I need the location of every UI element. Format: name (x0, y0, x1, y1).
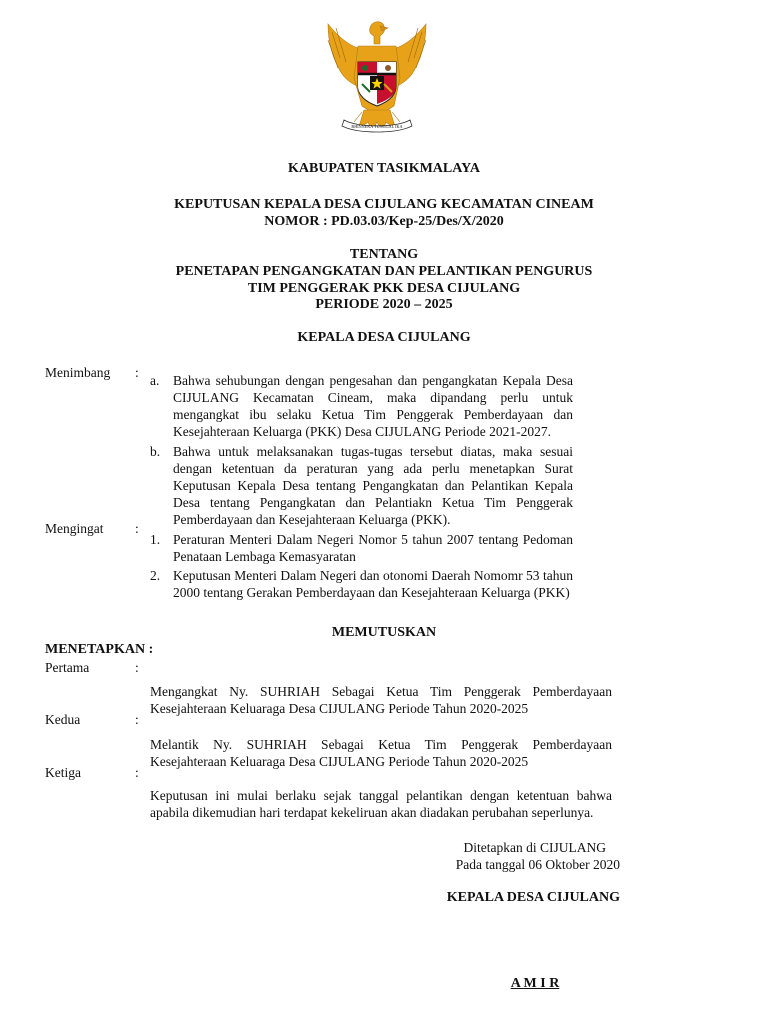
menimbang-marker-b: b. (150, 444, 161, 459)
ketiga-text: Keputusan ini mulai berlaku sejak tanggal pelantikan dengan ketentuan bahwa apabila dikemudian hari terdapat kekeliruan akan diadakan perubahan seperlunya. (150, 788, 612, 820)
kedua-colon: : (135, 712, 139, 727)
mengingat-marker-1: 1. (150, 532, 161, 547)
emblem-motto: BHINNEKA TUNGGAL IKA (351, 124, 403, 129)
signature-place: Ditetapkan di CIJULANG (463, 840, 606, 855)
pertama-text: Mengangkat Ny. SUHRIAH Sebagai Ketua Tim Penggerak Pemberdayaan Kesejahteraan Keluaraga Desa CIJULANG Periode Tahun 2020-2025 (150, 684, 612, 716)
memutuskan-heading: MEMUTUSKAN (331, 625, 437, 640)
issuer-heading: KEPALA DESA CIJULANG (297, 330, 471, 345)
kedua-label: Kedua (45, 712, 81, 727)
menimbang-colon: : (135, 365, 139, 380)
subject-line-2: TIM PENGGERAK PKK DESA CIJULANG (247, 281, 521, 296)
pertama-colon: : (135, 660, 139, 675)
menimbang-marker-a: a. (150, 373, 160, 388)
garuda-pancasila-emblem (318, 18, 436, 140)
menetapkan-label: MENETAPKAN : (45, 642, 154, 657)
signature-position: KEPALA DESA CIJULANG (446, 890, 620, 905)
subject-line-3: PERIODE 2020 – 2025 (315, 297, 453, 312)
kedua-text: Melantik Ny. SUHRIAH Sebagai Ketua Tim Penggerak Pemberdayaan Kesejahteraan Keluaraga Desa CIJULANG Periode Tahun 2020-2025 (150, 737, 612, 769)
menimbang-item-a: Bahwa sehubungan dengan pengesahan dan pengangkatan Kepala Desa CIJULANG Kecamatan Cineam, maka dipandang perlu untuk mengangkat ibu selaku Ketua Tim Penggerak Pemberdayaan dan Kesejahteraan Keluarga (PKK) Desa CIJULANG Periode 2021-2027. (173, 373, 573, 439)
ketiga-colon: : (135, 765, 139, 780)
ketiga-label: Ketiga (45, 765, 81, 780)
decree-title: KEPUTUSAN KEPALA DESA CIJULANG KECAMATAN CINEAM (174, 197, 594, 212)
mengingat-colon: : (135, 521, 139, 536)
mengingat-label: Mengingat (45, 521, 104, 536)
about-heading: TENTANG (349, 247, 419, 262)
mengingat-marker-2: 2. (150, 568, 161, 583)
decree-number: NOMOR : PD.03.03/Kep-25/Des/X/2020 (264, 214, 504, 229)
mengingat-item-2: Keputusan Menteri Dalam Negeri dan otonomi Daerah Nomomr 53 tahun 2000 tentang Gerakan Pemberdayaan dan Kesejahteraan Keluarga (PKK) (173, 568, 573, 600)
subject-line-1: PENETAPAN PENGANGKATAN DAN PELANTIKAN PENGURUS (175, 264, 593, 279)
signatory-name: A M I R (510, 976, 560, 991)
signature-date: Pada tanggal 06 Oktober 2020 (455, 857, 620, 872)
regency-title: KABUPATEN TASIKMALAYA (287, 161, 481, 176)
pertama-label: Pertama (45, 660, 90, 675)
menimbang-label: Menimbang (45, 365, 111, 380)
menimbang-item-b: Bahwa untuk melaksanakan tugas-tugas tersebut diatas, maka sesuai dengan ketentuan da peraturan yang ada perlu menetapkan Surat Keputusan Kepala Desa tentang Pengangkatan dan Pelantikan Kepala Desa tentang Pengangkatan dan Pelantiakn Ketua Tim Penggerak Pemberdayaan dan Kesejahteraan Keluarga (PKK). (173, 444, 573, 527)
mengingat-item-1: Peraturan Menteri Dalam Negeri Nomor 5 tahun 2007 tentang Pedoman Penataan Lembaga Kemasyaratan (173, 532, 573, 564)
